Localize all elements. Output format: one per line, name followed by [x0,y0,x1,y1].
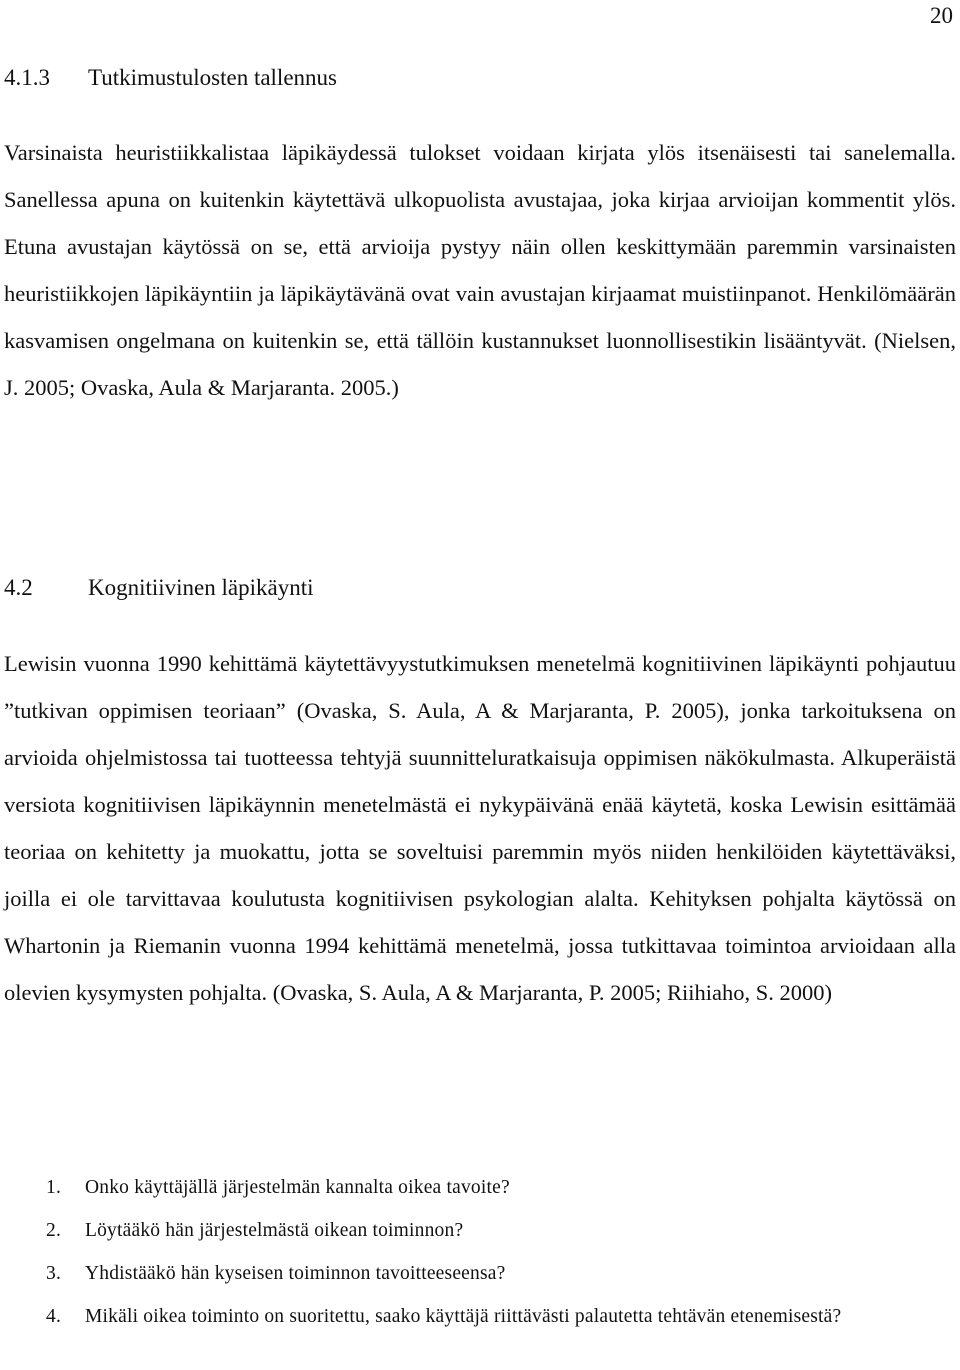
list-item [0,1166,960,1209]
paragraph-kognitiivinen-lapikaynti: Lewisin vuonna 1990 kehittämä käytettävyystutkimuksen menetelmä kognitiivinen läpikäynti pohjautuu ”tutkivan oppimisen teoriaan” (Ovaska, S. Aula, A & Marjaranta, P. 2005), jonka tarkoituksena on arvioida ohjelmistossa tai tuotteessa tehtyjä suunnitteluratkaisuja oppimisen näkökulmasta. Alkuperäistä versiota kognitiivisen läpikäynnin menetelmästä ei nykypäivänä enää käytetä, koska Lewisin esittämää teoriaa on kehitetty ja muokattu, jotta se soveltuisi paremmin myös niiden henkilöiden käytettäväksi, joilla ei ole tarvittavaa koulutusta kognitiivisen psykologian alalta. Kehityksen pohjalta käytössä on Whartonin ja Riemanin vuonna 1994 kehittämä menetelmä, jossa tutkittavaa toimintoa arvioidaan alla olevien kysymysten pohjalta. (Ovaska, S. Aula, A & Marjaranta, P. 2005; Riihiaho, S. 2000) [4,651,956,1005]
section-heading-4-1-3 [4,64,337,92]
list-item-text: Mikäli oikea toiminto on suoritettu, saako käyttäjä riittävästi palautetta tehtävän etenemisestä? [85,1306,842,1327]
page-number: 20 [930,3,953,28]
list-item-number: 1. [46,1177,62,1198]
paragraph-tallennus: Varsinaista heuristiikkalistaa läpikäydessä tulokset voidaan kirjata ylös itsenäisesti tai sanelemalla. Sanellessa apuna on kuitenkin käytettävä ulkopuolista avustajaa, joka kirjaa arvioijan kommentit ylös. Etuna avustajan käytössä on se, että arvioija pystyy näin ollen keskittymään paremmin varsinaisten heuristiikkojen läpikäyntiin ja läpikäytävänä ovat vain avustajan kirjaamat muistiinpanot. Henkilömäärän kasvamisen ongelmana on kuitenkin se, että tällöin kustannukset luonnollisestikin lisääntyvät. (Nielsen, J. 2005; Ovaska, Aula & Marjaranta. 2005.) [4,140,956,400]
section-number: 4.1.3 [4,65,50,90]
section-title: Kognitiivinen läpikäynti [88,575,314,600]
list-item [0,1252,960,1295]
list-item [0,1209,960,1252]
section-number: 4.2 [4,575,33,600]
list-item-number: 2. [46,1220,62,1241]
list-item [0,1295,960,1338]
list-item-number: 3. [46,1263,62,1284]
list-item-text: Löytääkö hän järjestelmästä oikean toiminnon? [85,1220,464,1241]
list-item-number: 4. [46,1306,62,1327]
list-item-text: Onko käyttäjällä järjestelmän kannalta oikea tavoite? [85,1177,510,1198]
list-item-text: Yhdistääkö hän kyseisen toiminnon tavoitteeseensa? [85,1263,506,1284]
section-title: Tutkimustulosten tallennus [88,65,337,90]
section-heading-4-2 [4,574,314,602]
question-list [0,1166,960,1338]
